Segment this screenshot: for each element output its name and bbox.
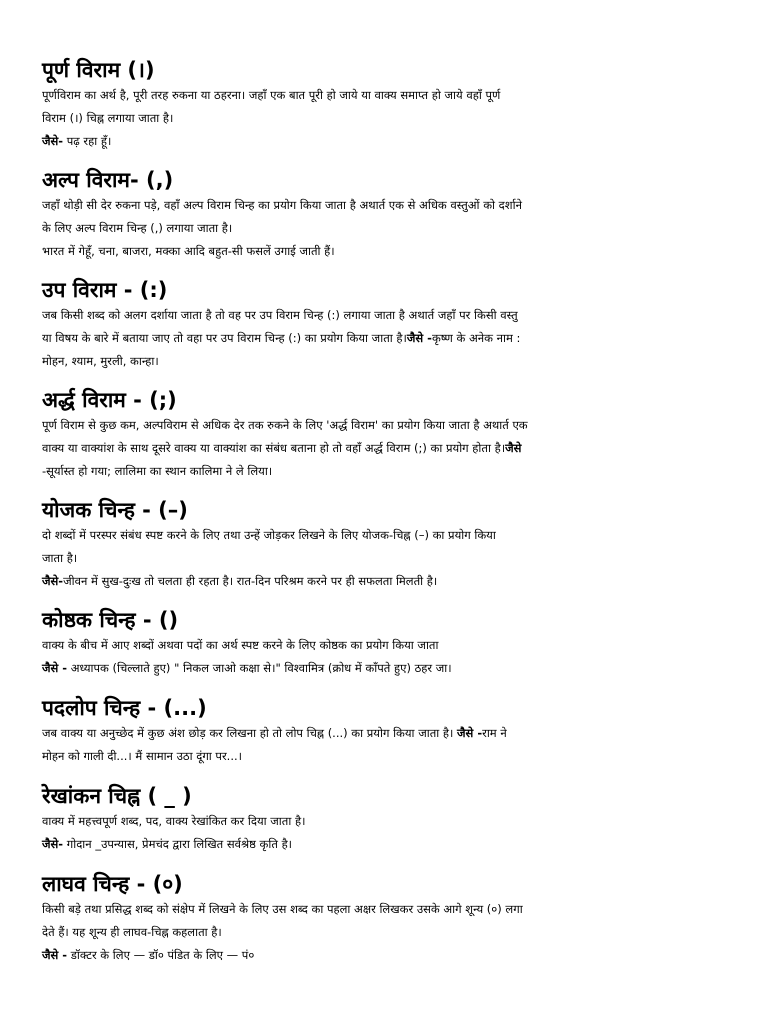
section-laghav-chinh <box>42 870 732 967</box>
example-line <box>42 657 732 680</box>
example-label: जैसे- <box>42 134 64 148</box>
section-alp-viram <box>42 166 732 263</box>
example-line: -सूर्यास्त हो गया; लालिमा का स्थान कालिमा ने ले लिया। <box>42 464 273 478</box>
body-line <box>42 327 732 350</box>
body-text: जब वाक्य या अनुच्छेद में कुछ अंश छोड़ कर लिखना हो तो लोप चिह्न (...) का प्रयोग किया जाता है। <box>42 726 458 740</box>
body-line: वाक्य के बीच में आए शब्दों अथवा पदों का अर्थ स्पष्ट करने के लिए कोष्ठक का प्रयोग किया जाता <box>42 638 439 652</box>
body-line <box>42 722 732 745</box>
section-heading: अर्द्ध विराम - (;) <box>42 388 177 412</box>
example-line <box>42 944 732 967</box>
example-line <box>42 130 732 153</box>
body-line: पूर्ण विराम से कुछ कम, अल्पविराम से अधिक देर तक रुकने के लिए 'अर्द्ध विराम' का प्रयोग किया जाता है अथार्त एक <box>42 418 528 432</box>
section-purna-viram <box>42 56 732 153</box>
section-ardh-viram <box>42 386 732 483</box>
example-text: अध्यापक (चिल्लाते हुए) " निकल जाओ कक्षा से।" विश्वामित्र (क्रोध में काँपते हुए) ठहर जा। <box>67 661 452 675</box>
section-heading: पूर्ण विराम (।) <box>42 58 155 82</box>
example-line <box>42 570 732 593</box>
section-heading: कोष्ठक चिन्ह - () <box>42 608 179 632</box>
example-line <box>42 833 732 856</box>
body-text: या विषय के बारे में बताया जाए तो वहा पर उप विराम चिन्ह (:) का प्रयोग किया जाता है। <box>42 331 407 345</box>
section-heading: योजक चिन्ह - (–) <box>42 498 188 522</box>
body-line: के लिए अल्प विराम चिन्ह (,) लगाया जाता है। <box>42 221 233 235</box>
example-text: जीवन में सुख-दुःख तो चलता ही रहता है। रात-दिन परिश्रम करने पर ही सफलता मिलती है। <box>63 574 438 588</box>
example-label: जैसे - <box>457 726 483 740</box>
body-line: जब किसी शब्द को अलग दर्शाया जाता है तो वह पर उप विराम चिन्ह (:) लगाया जाता है अथार्त जहाँ पर किसी वस्तु <box>42 308 518 322</box>
body-line: दो शब्दों में परस्पर संबंध स्पष्ट करने के लिए तथा उन्हें जोड़कर लिखने के लिए योजक-चिह्न (–) का प्रयोग किया <box>42 528 496 542</box>
example-text: गोदान _उपन्यास, प्रेमचंद द्वारा लिखित सर्वश्रेष्ठ कृति है। <box>63 837 293 851</box>
body-text: वाक्य या वाक्यांश के साथ दूसरे वाक्य या वाक्यांश का संबंध बताना हो तो वहाँ अर्द्ध विराम (;) का प्रयोग होता है। <box>42 441 506 455</box>
section-yojak-chinh <box>42 496 732 593</box>
body-line: मोहन, श्याम, मुरली, कान्हा। <box>42 354 159 368</box>
example-label: जैसे - <box>406 331 432 345</box>
example-label: जैसे - <box>42 948 68 962</box>
body-line: मोहन को गाली दी...। मैं सामान उठा दूंगा पर...। <box>42 749 242 763</box>
example-label: जैसे <box>505 441 522 455</box>
section-heading: उप विराम - (:) <box>42 278 168 302</box>
example-text: पढ़ रहा हूँ। <box>63 134 112 148</box>
body-line <box>42 437 732 460</box>
example-text: कृष्ण के अनेक नाम : <box>431 331 521 345</box>
section-heading: रेखांकन चिह्न ( _ ) <box>42 784 192 808</box>
body-line: विराम (।) चिह्न लगाया जाता है। <box>42 111 174 125</box>
body-line: वाक्य में महत्त्वपूर्ण शब्द, पद, वाक्य रेखांकित कर दिया जाता है। <box>42 814 306 828</box>
example-label: जैसे- <box>42 837 64 851</box>
example-label: जैसे - <box>42 661 68 675</box>
section-heading: अल्प विराम- (,) <box>42 168 174 192</box>
example-label: जैसे- <box>42 574 64 588</box>
body-line: जाता है। <box>42 551 78 565</box>
body-line: किसी बड़े तथा प्रसिद्ध शब्द को संक्षेप में लिखने के लिए उस शब्द का पहला अक्षर लिखकर उसके आगे शून्य (०) लगा <box>42 902 523 916</box>
section-koshthak-chinh <box>42 606 732 680</box>
section-rekhankan-chinh <box>42 782 732 856</box>
example-text: डॉक्टर के लिए — डॉ० पंडित के लिए — पं० <box>67 948 255 962</box>
body-line: जहाँ थोड़ी सी देर रुकना पड़े, वहाँ अल्प विराम चिन्ह का प्रयोग किया जाता है अथार्त एक से अधिक वस्तुओं को दर्शाने <box>42 198 522 212</box>
section-padlop-chinh <box>42 694 732 768</box>
example-text: राम ने <box>482 726 507 740</box>
section-heading: पदलोप चिन्ह - (...) <box>42 696 207 720</box>
body-line: देते हैं। यह शून्य ही लाघव-चिह्न कहलाता है। <box>42 925 222 939</box>
body-line: पूर्णविराम का अर्थ है, पूरी तरह रुकना या ठहरना। जहाँ एक बात पूरी हो जाये या वाक्य समाप्त हो जाये वहाँ पूर्ण <box>42 88 501 102</box>
section-heading: लाघव चिन्ह - (०) <box>42 872 183 896</box>
section-up-viram <box>42 276 732 373</box>
body-line: भारत में गेहूँ, चना, बाजरा, मक्का आदि बहुत-सी फसलें उगाई जाती हैं। <box>42 244 335 258</box>
